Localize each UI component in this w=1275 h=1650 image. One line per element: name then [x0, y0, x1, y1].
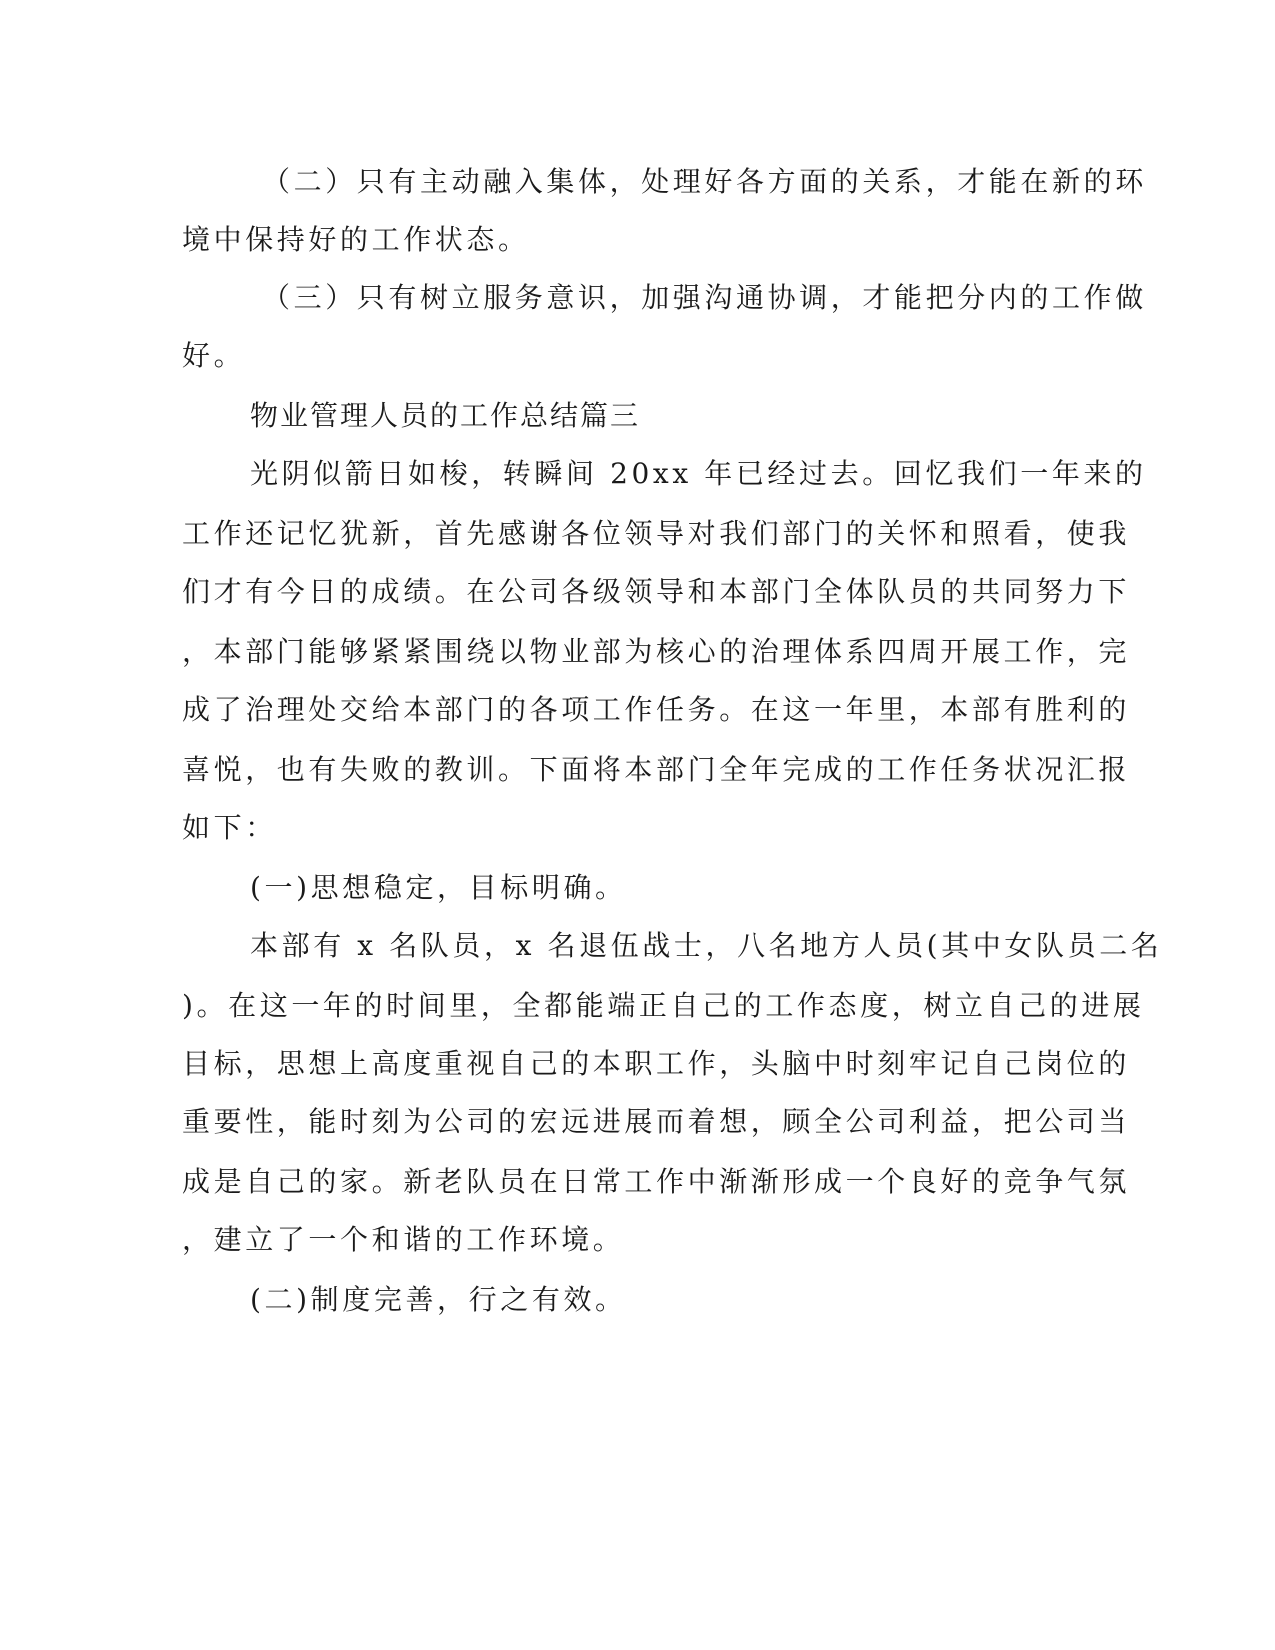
text-line: （三）只有树立服务意识，加强沟通协调，才能把分内的工作做	[262, 281, 1147, 314]
text-line: （二）只有主动融入集体，处理好各方面的关系，才能在新的环	[262, 165, 1147, 198]
section-title: 物业管理人员的工作总结篇三	[250, 399, 641, 432]
text-line: 境中保持好的工作状态。	[182, 223, 530, 256]
text-line: 们才有今日的成绩。在公司各级领导和本部门全体队员的共同努力下	[182, 575, 1131, 608]
text-line: )。在这一年的时间里，全都能端正自己的工作态度，树立自己的进展	[182, 989, 1145, 1022]
text-line: 工作还记忆犹新，首先感谢各位领导对我们部门的关怀和照看，使我	[182, 517, 1131, 550]
text-line: 喜悦，也有失败的教训。下面将本部门全年完成的工作任务状况汇报	[182, 753, 1131, 786]
text-line: 光阴似箭日如梭，转瞬间 20xx 年已经过去。回忆我们一年来的	[250, 457, 1147, 490]
text-line: 如下：	[182, 811, 277, 844]
text-line: ，建立了一个和谐的工作环境。	[182, 1223, 625, 1256]
text-line: 目标，思想上高度重视自己的本职工作，头脑中时刻牢记自己岗位的	[182, 1047, 1131, 1080]
subheading: (一)思想稳定，目标明确。	[250, 871, 627, 904]
text-line: 好。	[182, 339, 246, 372]
text-line: ，本部门能够紧紧围绕以物业部为核心的治理体系四周开展工作，完	[182, 635, 1131, 668]
text-line: 重要性，能时刻为公司的宏远进展而着想，顾全公司利益，把公司当	[182, 1105, 1131, 1138]
text-line: 成是自己的家。新老队员在日常工作中渐渐形成一个良好的竞争气氛	[182, 1165, 1131, 1198]
text-line: 本部有 x 名队员，x 名退伍战士，八名地方人员(其中女队员二名	[250, 929, 1163, 962]
text-line: 成了治理处交给本部门的各项工作任务。在这一年里，本部有胜利的	[182, 693, 1131, 726]
subheading: (二)制度完善，行之有效。	[250, 1283, 627, 1316]
